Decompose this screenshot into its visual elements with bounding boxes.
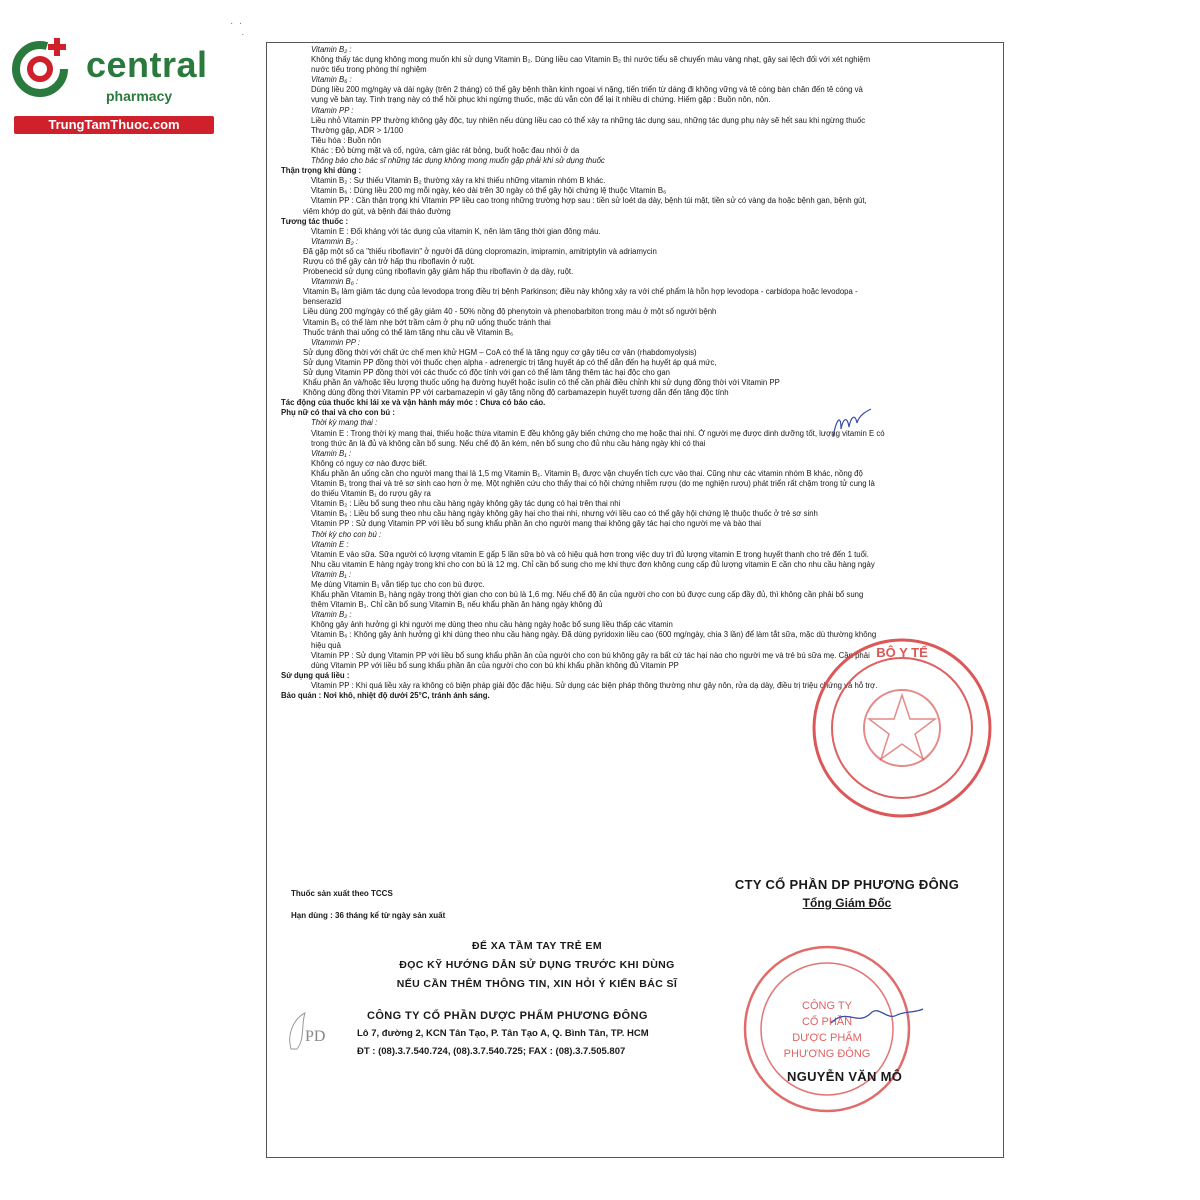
document-line: do thiếu Vitamin B₁ do rượu gây ra	[311, 489, 431, 499]
document-line: Vitammin PP :	[311, 337, 360, 347]
manufacturer-name: CÔNG TY CỔ PHẦN DƯỢC PHẨM PHƯƠNG ĐÔNG	[367, 1010, 648, 1022]
document-line: Vitamin B₆ làm giảm tác dụng của levodopa trong điều trị bệnh Parkinson; điều này không xảy ra với chế phẩm là hỗn hợp levodopa - carbidopa hoặc levodopa -	[303, 287, 858, 297]
document-line: benserazid	[303, 297, 342, 307]
document-line: hiệu quả	[311, 640, 341, 650]
document-line: Nhu cầu vitamin E hàng ngày trong khi cho con bú là 12 mg. Chỉ cần bổ sung cho mẹ khi thực đơn không cung cấp đủ lượng vitamin E cần cho nhu cầu hàng ngày	[311, 559, 875, 569]
central-pharmacy-logo	[10, 36, 220, 136]
document-sheet	[266, 42, 1004, 1158]
tccs-text: Thuốc sản xuất theo TCCS	[291, 889, 393, 898]
manufacturer-phone: ĐT : (08).3.7.540.724, (08).3.7.540.725; FAX : (08).3.7.505.807	[357, 1046, 626, 1057]
document-line: Vitamin B₁ :	[311, 569, 352, 579]
stamp-line-2: CỔ PHẦN	[801, 1016, 853, 1028]
document-line: Không gây ảnh hưởng gì khi người mẹ dùng theo nhu cầu hàng ngày hoặc bổ sung liều thấp các vitamin	[311, 620, 673, 630]
document-line: Vitamin B₁ trong thai và trẻ sơ sinh cao hơn ở mẹ. Một nghiên cứu cho thấy thai có hội chứng nhiễm rượu (do mẹ nghiện rượu) phát triển rất chậm trong tử cung là	[311, 479, 875, 489]
document-line: dùng Vitamin PP với liều bổ sung khẩu phần ăn của người cho con bú khi khẩu phần không đủ Vitamin PP	[311, 660, 679, 670]
manufacturer-address: Lô 7, đường 2, KCN Tân Tạo, P. Tân Tạo A, Q. Bình Tân, TP. HCM	[357, 1028, 649, 1039]
signer-name: NGUYỄN VĂN MÔ	[787, 1069, 903, 1084]
expiry-text: Hạn dùng : 36 tháng kể từ ngày sản xuất	[291, 911, 446, 920]
document-line: Vitamin B₆ : Liều bổ sung theo nhu cầu hàng ngày không gây hại cho thai nhi, nhưng với liều cao có thể gây hội chứng lệ thuộc thuốc ở trẻ sơ sinh	[311, 509, 818, 519]
document-line: Thường gặp, ADR > 1/100	[311, 125, 404, 135]
warning-line-3: NẾU CẦN THÊM THÔNG TIN, XIN HỎI Ý KIẾN BÁC SĨ	[396, 978, 678, 990]
document-line: Thận trọng khi dùng :	[281, 166, 362, 176]
warning-line-1: ĐỂ XA TẦM TAY TRẺ EM	[472, 940, 602, 952]
document-line: Vitamin B₆ : Không gây ảnh hưởng gì khi dùng theo nhu cầu hàng ngày. Đã dùng pyridoxin liều cao (600 mg/ngày, chia 3 lần) để làm tắt sữa, mặc dù thường không	[311, 630, 877, 640]
stamp-line-1: CÔNG TY	[802, 1000, 852, 1012]
document-line: Khác : Đỏ bừng mặt và cổ, ngứa, cảm giác rát bỏng, buốt hoặc đau nhói ở da	[311, 145, 580, 155]
document-line: Vitamin B₆ có thể làm nhẹ bớt trầm cảm ở phụ nữ uống thuốc tránh thai	[303, 317, 551, 327]
document-line: viêm khớp do gút, và bệnh đái tháo đường	[303, 206, 451, 216]
ministry-stamp	[807, 633, 997, 823]
ministry-stamp-text: BỘ Y TẾ	[876, 645, 928, 660]
document-line: Thông báo cho bác sĩ những tác dụng không mong muốn gặp phải khi sử dụng thuốc	[311, 156, 605, 166]
brand-sub: pharmacy	[106, 88, 173, 104]
warning-line-2: ĐỌC KỸ HƯỚNG DẪN SỬ DỤNG TRƯỚC KHI DÙNG	[399, 959, 675, 971]
pharmacy-cross-icon	[10, 36, 72, 98]
stamp-line-4: PHƯƠNG ĐÔNG	[783, 1048, 871, 1060]
document-line: Vitamin PP : Khi quá liều xảy ra không có biện pháp giải độc đặc hiệu. Sử dụng các biện pháp thông thường như gây nôn, rửa dạ dày, điều trị triệu chứng và hỗ trợ.	[311, 680, 878, 690]
document-line: Vitamin PP :	[311, 105, 354, 115]
footer-left	[291, 883, 445, 927]
document-line: trong thức ăn là đủ và không cần bổ sung. Nếu chế độ ăn kém, nên bổ sung cho đủ nhu cầu hàng ngày khi có thai	[311, 438, 706, 448]
document-line: nước tiểu trong phòng thí nghiệm	[311, 65, 427, 75]
document-line: Vitamin E : Đối kháng với tác dụng của vitamin K, nên làm tăng thời gian đông máu.	[311, 226, 601, 236]
document-line: Bảo quản : Nơi khô, nhiệt độ dưới 25°C, tránh ánh sáng.	[281, 691, 490, 700]
document-line: Vitamin E :	[311, 539, 349, 549]
scan-dots: · · ·	[230, 18, 245, 40]
document-line: thêm Vitamin B₁. Chỉ cần bổ sung Vitamin B₁ nếu khẩu phần ăn hàng ngày không đủ	[311, 600, 603, 610]
document-line: Vitamin PP : Sử dụng Vitamin PP với liều bổ sung khẩu phần ăn cho người mang thai không gây tác hại cho người mẹ và bào thai	[311, 519, 761, 529]
document-line: Mẹ dùng Vitamin B₁ vẫn tiếp tục cho con bú được.	[311, 579, 485, 589]
document-line: Vitamin B₂ : Sự thiếu Vitamin B₂ thường xảy ra khi thiếu những vitamin nhóm B khác.	[311, 176, 606, 186]
document-line: Thời kỳ cho con bú :	[311, 529, 382, 539]
initial-signature	[827, 407, 877, 447]
document-body	[281, 45, 995, 701]
pd-logo-text: PD	[305, 1028, 326, 1045]
pd-logo-icon	[283, 1009, 333, 1053]
document-line: Vitamin E : Trong thời kỳ mang thai, thiếu hoặc thừa vitamin E đều không gây biến chứng cho mẹ hoặc thai nhi. Ở người mẹ được dinh dưỡng tốt, lượng vitamin E có	[311, 428, 885, 438]
document-line: Sử dụng quá liều :	[281, 670, 350, 680]
company-signature-block	[707, 877, 987, 910]
document-line: Vitamin B₂ : Liều bổ sung theo nhu cầu hàng ngày không gây tác dụng có hại trên thai nhi	[311, 499, 621, 509]
brand-name: central	[86, 44, 208, 85]
document-line: Probenecid sử dụng cùng riboflavin gây giảm hấp thu riboflavin ở dạ dày, ruột.	[303, 267, 574, 277]
document-line: Vitamin E vào sữa. Sữa người có lượng vitamin E gấp 5 lần sữa bò và có hiệu quả hơn trong việc duy trì đủ lượng vitamin E trong huyết thanh cho trẻ đến 1 tuổi.	[311, 549, 869, 559]
document-line: Khẩu phần Vitamin B₁ hàng ngày trong thời gian cho con bú là 1,6 mg. Nếu chế độ ăn của người cho con bú được cung cấp đầy đủ, thì không cần phải bổ sung	[311, 590, 864, 600]
document-line: Tiêu hóa : Buồn nôn	[311, 135, 381, 145]
document-line: Vitamin PP : Cần thận trọng khi Vitamin PP liều cao trong những trường hợp sau : tiền sử loét dạ dày, bệnh túi mật, tiền sử có vàng da hoặc bệnh gan, bệnh gút,	[311, 196, 867, 206]
document-line: Vitamin B₁ :	[311, 448, 352, 458]
document-line: Thuốc tránh thai uống có thể làm tăng nhu cầu về Vitamin B₆	[303, 327, 514, 337]
document-line: Liều dùng 200 mg/ngày có thể gây giảm 40 - 50% nồng độ phenytoin và phenobarbiton trong máu ở một số người bệnh	[303, 307, 717, 317]
document-line: Không có nguy cơ nào được biết.	[311, 458, 428, 468]
document-line: Không dùng đồng thời Vitamin PP với carbamazepin vì gây tăng nồng độ carbamazepin huyết tương dẫn đến tăng độc tính	[303, 388, 729, 398]
document-line: Vitamin B₆ : Dùng liều 200 mg mỗi ngày, kéo dài trên 30 ngày có thể gây hội chứng lệ thuộc Vitamin B₆	[311, 186, 667, 196]
document-line: Dùng liều 200 mg/ngày và dài ngày (trên 2 tháng) có thể gây bệnh thần kinh ngoại vi nặng, tiến triển từ dáng đi không vững và tê cóng bàn chân đến tê cóng và	[311, 85, 863, 95]
brand-url[interactable]: TrungTamThuoc.com	[14, 116, 214, 134]
document-line: Liều nhỏ Vitamin PP thường không gây độc, tuy nhiên nếu dùng liều cao có thể xảy ra những tác dụng sau, những tác dụng phụ này sẽ hết sau khi ngừng thuốc	[311, 115, 866, 125]
manufacturer-block	[357, 1007, 757, 1061]
document-line: Đã gặp một số ca "thiếu riboflavin" ở người đã dùng clopromazin, imipramin, amitriptylin và adriamycin	[303, 246, 657, 256]
company-name: CTY CỔ PHẦN DP PHƯƠNG ĐÔNG	[734, 877, 960, 892]
document-line: Thời kỳ mang thai :	[311, 418, 378, 428]
document-line: Vitamin B₆ :	[311, 75, 352, 85]
document-line: vụng về bàn tay. Tình trạng này có thể hồi phục khi ngừng thuốc, mặc dù vẫn còn để lại ít nhiều di chứng. Hiếm gặp : Buồn nôn, nôn.	[311, 95, 771, 105]
stamp-line-3: DƯỢC PHẨM	[792, 1032, 862, 1044]
document-line: Tương tác thuốc :	[281, 216, 349, 226]
warning-block	[347, 937, 727, 994]
document-line: Tác động của thuốc khi lái xe và vận hành máy móc : Chưa có báo cáo.	[281, 398, 546, 408]
document-line: Không thấy tác dụng không mong muốn khi sử dụng Vitamin B₂. Dùng liều cao Vitamin B₂ thì nước tiểu sẽ chuyển màu vàng nhạt, gây sai lệch đối với xét nghiệm	[311, 55, 871, 65]
document-line: Vitamin B₂ :	[311, 45, 352, 54]
document-line: Vitammin B₂ :	[311, 236, 359, 246]
director-title: Tổng Giám Đốc	[802, 896, 892, 910]
document-line: Vitamin PP : Sử dụng Vitamin PP với liều bổ sung khẩu phần ăn của người cho con bú không gây ra bất cứ tác hại nào cho người mẹ và trẻ bú sữa mẹ. Cần phải	[311, 650, 870, 660]
director-signature	[827, 1001, 927, 1031]
document-line: Sử dụng đồng thời với chất ức chế men khử HGM – CoA có thể là tăng nguy cơ gây tiêu cơ vân (rhabdomyolysis)	[303, 347, 697, 357]
document-line: Vitamin B₂ :	[311, 610, 352, 620]
document-line: Phụ nữ có thai và cho con bú :	[281, 408, 395, 418]
document-line: Sử dụng Vitamin PP đồng thời với các thuốc có độc tính với gan có thể làm tăng thêm tác hại độc cho gan	[303, 368, 671, 377]
document-line: Sử dụng Vitamin PP đồng thời với thuốc chẹn alpha - adrenergic trị tăng huyết áp có thể dẫn đến hạ huyết áp quá mức,	[303, 357, 717, 367]
document-line: Khẩu phần ăn và/hoặc liều lượng thuốc uống hạ đường huyết hoặc isulin có thể cần phải điều chỉnh khi sử dụng đồng thời với Vitamin PP	[303, 378, 780, 388]
document-line: Vitammin B₆ :	[311, 277, 359, 287]
document-line: Rượu có thể gây cản trở hấp thu riboflavin ở ruột.	[303, 256, 475, 266]
document-line: Khẩu phần ăn uống cần cho người mang thai là 1,5 mg Vitamin B₁. Vitamin B₁ được vận chuyển tích cực vào thai. Cũng như các vitamin nhóm B khác, nồng độ	[311, 468, 863, 478]
